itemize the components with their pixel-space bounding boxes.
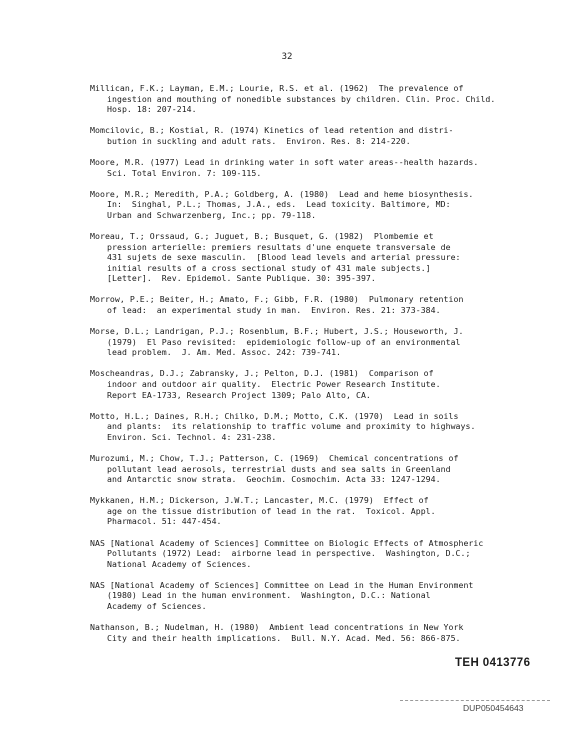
reference-continuation-line: and plants: its relationship to traffic volume and proximity to highways. <box>107 421 476 432</box>
reference-continuation-line: lead problem. J. Am. Med. Assoc. 242: 739-741. <box>107 347 342 358</box>
reference-continuation-line: National Academy of Sciences. <box>107 558 252 569</box>
reference-continuation-line: pollutant lead aerosols, terrestrial dusts and sea salts in Greenland <box>107 463 451 474</box>
reference-first-line: Momcilovic, B.; Kostial, R. (1974) Kinetics of lead retention and distri- <box>90 125 454 136</box>
reference-entry <box>90 538 560 570</box>
reference-first-line: Nathanson, B.; Nudelman, H. (1980) Ambient lead concentrations in New York <box>90 622 464 633</box>
reference-continuation-line: Environ. Sci. Technol. 4: 231-238. <box>107 431 277 442</box>
reference-continuation-line: Urban and Schwarzenberg, Inc.; pp. 79-118. <box>107 209 317 220</box>
reference-first-line: Murozumi, M.; Chow, T.J.; Patterson, C. (1969) Chemical concentrations of <box>90 452 459 463</box>
reference-entry <box>90 157 560 178</box>
reference-continuation-line: bution in suckling and adult rats. Environ. Res. 8: 214-220. <box>107 135 411 146</box>
reference-continuation-line: City and their health implications. Bull. N.Y. Acad. Med. 56: 866-875. <box>107 632 461 643</box>
reference-first-line: Moore, M.R.; Meredith, P.A.; Goldberg, A. (1980) Lead and heme biosynthesis. <box>90 188 474 199</box>
reference-continuation-line: [Letter]. Rev. Epidemol. Sante Publique. 30: 395-397. <box>107 273 376 284</box>
reference-continuation-line: Pharmacol. 51: 447-454. <box>107 516 222 527</box>
reference-entry <box>90 189 560 221</box>
reference-list <box>90 83 560 654</box>
reference-continuation-line: Academy of Sciences. <box>107 600 207 611</box>
page-number: 32 <box>281 52 293 62</box>
reference-entry <box>90 622 560 643</box>
reference-continuation-line: and Antarctic snow strata. Geochim. Cosmochim. Acta 33: 1247-1294. <box>107 474 441 485</box>
reference-first-line: Morrow, P.E.; Beiter, H.; Amato, F.; Gibb, F.R. (1980) Pulmonary retention <box>90 294 464 305</box>
reference-continuation-line: (1979) El Paso revisited: epidemiologic follow-up of an environmental <box>107 336 461 347</box>
footer-rule <box>400 700 550 701</box>
reference-continuation-line: Sci. Total Environ. 7: 109-115. <box>107 167 262 178</box>
reference-first-line: Morse, D.L.; Landrigan, P.J.; Rosenblum, B.F.; Hubert, J.S.; Houseworth, J. <box>90 326 464 337</box>
reference-continuation-line: 431 sujets de sexe masculin. [Blood lead levels and arterial pressure: <box>107 252 461 263</box>
reference-entry <box>90 125 560 146</box>
reference-continuation-line: of lead: an experimental study in man. Environ. Res. 21: 373-384. <box>107 305 441 315</box>
reference-continuation-line: initial results of a cross sectional study of 431 male subjects.] <box>107 262 431 273</box>
reference-first-line: Motto, H.L.; Daines, R.H.; Chilko, D.M.; Motto, C.K. (1970) Lead in soils <box>90 410 459 421</box>
reference-first-line: NAS [National Academy of Sciences] Committee on Lead in the Human Environment <box>90 579 474 590</box>
reference-entry <box>90 368 560 400</box>
bates-number: TEH 0413776 <box>455 657 531 669</box>
reference-first-line: Moreau, T.; Orssaud, G.; Juguet, B.; Busquet, G. (1982) Plombemie et <box>90 230 434 241</box>
reference-first-line: Mykkanen, H.M.; Dickerson, J.W.T.; Lancaster, M.C. (1979) Effect of <box>90 495 429 506</box>
reference-continuation-line: (1980) Lead in the human environment. Washington, D.C.: National <box>107 590 431 601</box>
reference-entry <box>90 83 560 115</box>
reference-continuation-line: ingestion and mouthing of nonedible substances by children. Clin. Proc. Child. <box>107 93 496 104</box>
reference-first-line: Moore, M.R. (1977) Lead in drinking water in soft water areas--health hazards. <box>90 156 479 167</box>
reference-entry <box>90 580 560 612</box>
document-id: DUP050454643 <box>463 703 524 713</box>
reference-continuation-line: indoor and outdoor air quality. Electric Power Research Institute. <box>107 378 441 389</box>
reference-continuation-line: Pollutants (1972) Lead: airborne lead in perspective. Washington, D.C.; <box>107 548 471 559</box>
reference-entry <box>90 231 560 284</box>
reference-entry <box>90 326 560 358</box>
reference-first-line: Moscheandras, D.J.; Zabransky, J.; Pelton, D.J. (1981) Comparison of <box>90 368 434 379</box>
reference-continuation-line: Hosp. 18: 207-214. <box>107 104 197 115</box>
reference-continuation-line: In: Singhal, P.L.; Thomas, J.A., eds. Lead toxicity. Baltimore, MD: <box>107 199 451 210</box>
reference-continuation-line: pression arterielle: premiers resultats d'une enquete transversale de <box>107 241 451 252</box>
reference-entry <box>90 495 560 527</box>
reference-continuation-line: age on the tissue distribution of lead in the rat. Toxicol. Appl. <box>107 505 436 516</box>
reference-first-line: NAS [National Academy of Sciences] Committee on Biologic Effects of Atmospheric <box>90 537 484 548</box>
reference-continuation-line: Report EA-1733, Research Project 1309; Palo Alto, CA. <box>107 389 371 400</box>
reference-entry <box>90 294 560 315</box>
reference-entry <box>90 411 560 443</box>
reference-entry <box>90 453 560 485</box>
reference-first-line: Millican, F.K.; Layman, E.M.; Lourie, R.S. et al. (1962) The prevalence of <box>90 83 464 93</box>
